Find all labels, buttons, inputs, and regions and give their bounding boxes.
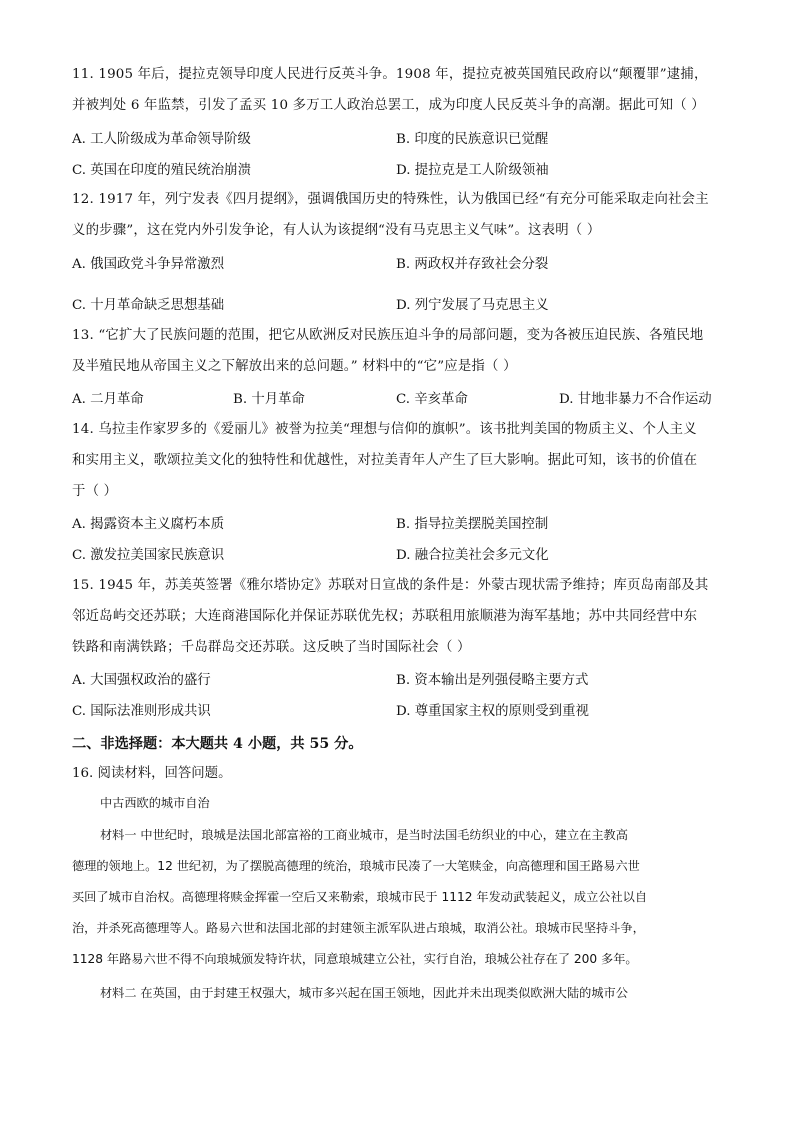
q12-option-b: B. 两政权并存致社会分裂 — [396, 257, 549, 272]
q14-option-d: D. 融合拉美社会多元文化 — [396, 548, 549, 563]
material-2-line-1: 材料二 在英国，由于封建王权强大，城市多兴起在国王领地，因此并未出现类似欧洲大陆的城市公 — [100, 986, 628, 1000]
q16-stem: 16. 阅读材料，回答问题。 — [72, 766, 232, 781]
q11-option-c: C. 英国在印度的殖民统治崩溃 — [72, 163, 251, 178]
q15-option-c: C. 国际法准则形成共识 — [72, 704, 211, 719]
material-1-line-2: 德理的领地上。12 世纪初，为了摆脱高德理的统治，琅城市民凑了一大笔赎金，向高德理和国王路易六世 — [72, 859, 640, 873]
q14-option-a: A. 揭露资本主义腐朽本质 — [72, 517, 225, 532]
q13-option-c: C. 辛亥革命 — [396, 392, 468, 407]
q15-line-3: 铁路和南满铁路；千岛群岛交还苏联。这反映了当时国际社会（ ） — [72, 640, 471, 655]
q12-line-2: 义的步骤”，这在党内外引发争论，有人认为该提纲“没有马克思主义气味”。这表明（ ） — [72, 223, 601, 238]
q12-option-d: D. 列宁发展了马克思主义 — [396, 298, 549, 313]
q13-line-1: 13. “它扩大了民族问题的范围，把它从欧洲反对民族压迫斗争的局部问题，变为各被压迫民族、各殖民地 — [72, 328, 704, 343]
q13-option-b: B. 十月革命 — [233, 392, 305, 407]
q14-line-1: 14. 乌拉圭作家罗多的《爱丽儿》被誉为拉美“理想与信仰的旗帜”。该书批判美国的物质主义、个人主义 — [72, 422, 697, 437]
q14-line-3: 于（ ） — [72, 484, 118, 499]
q11-line-2: 并被判处 6 年监禁，引发了孟买 10 多万工人政治总罢工，成为印度人民反英斗争的高潮。据此可知（ ） — [72, 98, 705, 113]
q12-option-a: A. 俄国政党斗争异常激烈 — [72, 257, 225, 272]
q11-option-d: D. 提拉克是工人阶级领袖 — [396, 163, 549, 178]
q15-line-2: 邻近岛屿交还苏联；大连商港国际化并保证苏联优先权；苏联租用旅顺港为海军基地；苏中共同经营中东 — [72, 609, 698, 624]
material-subtitle: 中古西欧的城市自治 — [100, 796, 210, 810]
q13-line-2: 及半殖民地从帝国主义之下解放出来的总问题。” 材料中的“它”应是指（ ） — [72, 359, 517, 374]
q14-option-b: B. 指导拉美摆脱美国控制 — [396, 517, 549, 532]
material-1-line-1: 材料一 中世纪时，琅城是法国北部富裕的工商业城市，是当时法国毛纺织业的中心，建立在主教高 — [100, 828, 628, 842]
q15-option-a: A. 大国强权政治的盛行 — [72, 673, 211, 688]
q14-line-2: 和实用主义，歌颂拉美文化的独特性和优越性，对拉美青年人产生了巨大影响。据此可知，该书的价值在 — [72, 453, 698, 468]
material-1-line-4: 治，并杀死高德理等人。路易六世和法国北部的封建领主派军队进占琅城，取消公社。琅城市民坚持斗争， — [72, 921, 645, 935]
q12-line-1: 12. 1917 年，列宁发表《四月提纲》，强调俄国历史的特殊性，认为俄国已经“有充分可能采取走向社会主 — [72, 192, 709, 207]
section-heading: 二、非选择题：本大题共 4 小题，共 55 分。 — [72, 736, 363, 752]
material-1-line-3: 买回了城市自治权。高德理将赎金挥霍一空后又来勒索，琅城市民于 1112 年发动武装起义，成立公社以自 — [72, 890, 648, 904]
q15-option-d: D. 尊重国家主权的原则受到重视 — [396, 704, 589, 719]
q12-option-c: C. 十月革命缺乏思想基础 — [72, 298, 225, 313]
q11-option-a: A. 工人阶级成为革命领导阶级 — [72, 132, 251, 147]
q13-option-a: A. 二月革命 — [72, 392, 144, 407]
q13-option-d: D. 甘地非暴力不合作运动 — [559, 392, 712, 407]
q15-line-1: 15. 1945 年，苏美英签署《雅尔塔协定》苏联对日宣战的条件是：外蒙古现状需予维持；库页岛南部及其 — [72, 578, 709, 593]
q11-line-1: 11. 1905 年后，提拉克领导印度人民进行反英斗争。1908 年，提拉克被英国殖民政府以“颠覆罪”逮捕， — [72, 67, 708, 82]
q14-option-c: C. 激发拉美国家民族意识 — [72, 548, 225, 563]
q11-option-b: B. 印度的民族意识已觉醒 — [396, 132, 549, 147]
q15-option-b: B. 资本输出是列强侵略主要方式 — [396, 673, 589, 688]
material-1-line-5: 1128 年路易六世不得不向琅城颁发特许状，同意琅城建立公社，实行自治，琅城公社存在了 200 多年。 — [72, 952, 638, 966]
